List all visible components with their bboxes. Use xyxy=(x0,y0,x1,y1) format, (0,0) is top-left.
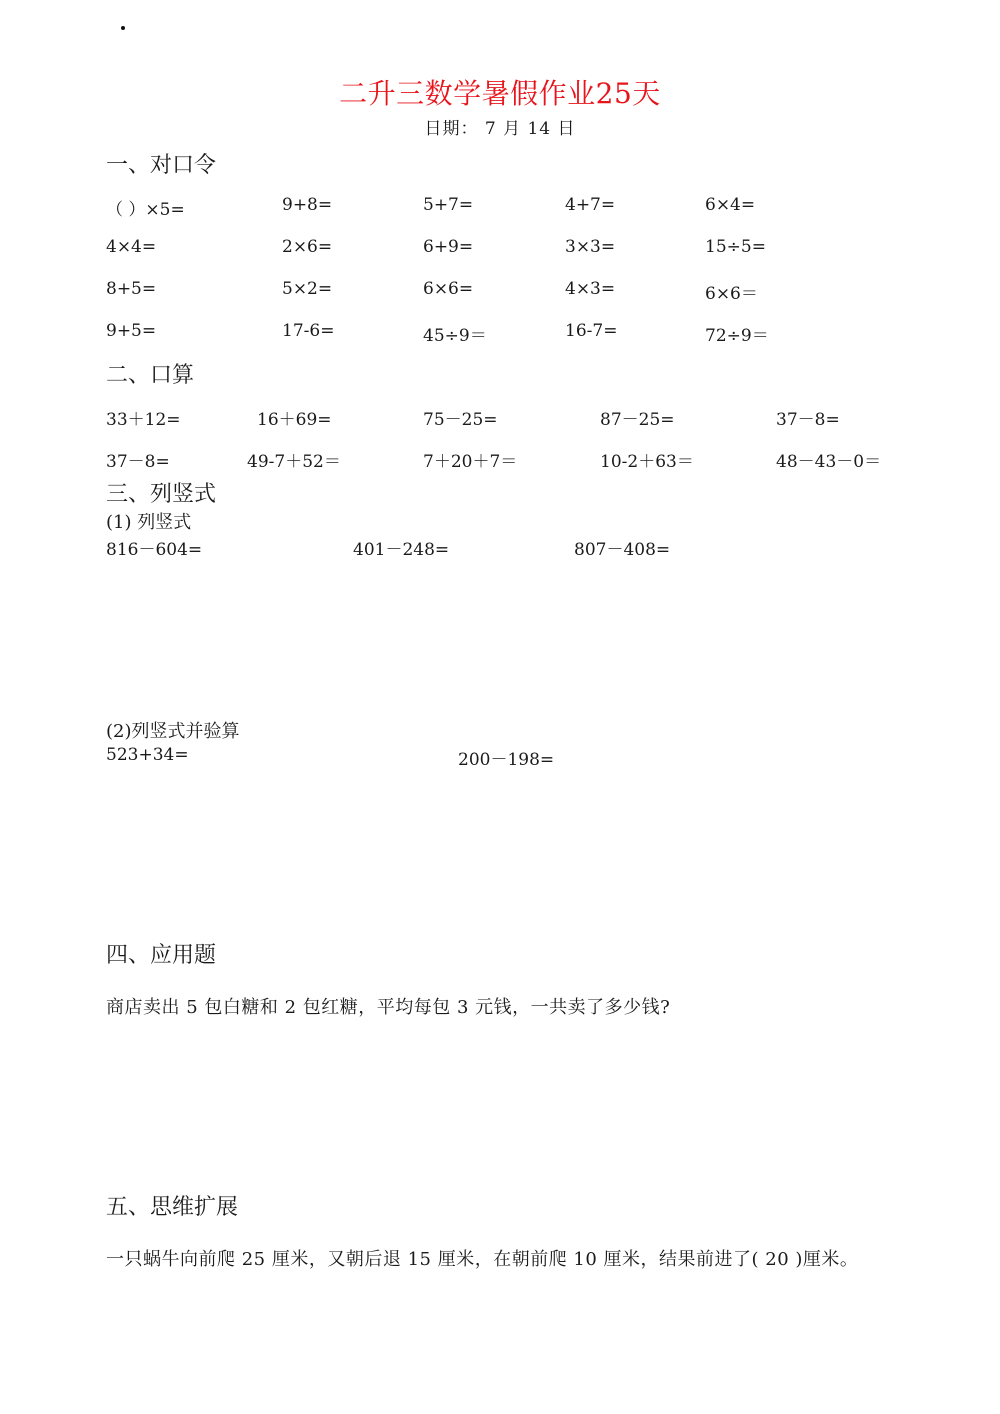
oral-item: 45÷9＝ xyxy=(423,326,487,346)
oral-item: 16-7= xyxy=(565,321,618,341)
vertical-calc-part2-label: (2)列竖式并验算 xyxy=(106,721,240,742)
oral-item: 4×3= xyxy=(565,279,616,299)
oral-item: 4×4= xyxy=(106,237,157,257)
page-mark-dot xyxy=(121,26,125,30)
oral-item: 9+8= xyxy=(282,195,333,215)
mental-math-item: 16＋69= xyxy=(257,410,332,430)
oral-item: 6×6= xyxy=(423,279,474,299)
mental-math-item: 33＋12= xyxy=(106,410,181,430)
mental-math-item: 10-2＋63＝ xyxy=(600,452,694,472)
oral-item: 9+5= xyxy=(106,321,157,341)
word-problem-text: 商店卖出 5 包白糖和 2 包红糖，平均每包 3 元钱，一共卖了多少钱? xyxy=(106,997,671,1018)
oral-item: 4+7= xyxy=(565,195,616,215)
oral-item: 6+9= xyxy=(423,237,474,257)
vertical-calc-item: 401－248= xyxy=(353,540,450,560)
mental-math-item: 7＋20＋7＝ xyxy=(423,452,518,472)
mental-math-item: 48－43－0＝ xyxy=(776,452,882,472)
oral-item: 3×3= xyxy=(565,237,616,257)
vertical-calc-check-item: 200－198= xyxy=(458,750,555,770)
oral-item: 6×4= xyxy=(705,195,756,215)
oral-item: 15÷5= xyxy=(705,237,766,257)
section-2-heading: 二、口算 xyxy=(106,363,195,388)
date-line: 日期： 7 月 14 日 xyxy=(424,119,576,139)
oral-item: 5×2= xyxy=(282,279,333,299)
mental-math-item: 49-7＋52＝ xyxy=(247,452,341,472)
page-title: 二升三数学暑假作业25天 xyxy=(339,77,661,110)
section-3-heading: 三、列竖式 xyxy=(106,482,217,507)
section-4-heading: 四、应用题 xyxy=(106,943,217,968)
oral-item: 17-6= xyxy=(282,321,335,341)
mental-math-item: 37－8= xyxy=(776,410,840,430)
vertical-calc-check-item: 523+34= xyxy=(106,745,189,765)
oral-item: 8+5= xyxy=(106,279,157,299)
section-5-heading: 五、思维扩展 xyxy=(106,1195,239,1220)
oral-item: 2×6= xyxy=(282,237,333,257)
vertical-calc-item: 807－408= xyxy=(574,540,671,560)
vertical-calc-item: 816－604= xyxy=(106,540,203,560)
oral-item: 72÷9＝ xyxy=(705,326,769,346)
mental-math-item: 37－8= xyxy=(106,452,170,472)
mental-math-item: 75－25= xyxy=(423,410,498,430)
oral-item: 5+7= xyxy=(423,195,474,215)
oral-item: 6×6＝ xyxy=(705,284,758,304)
mental-math-item: 87－25= xyxy=(600,410,675,430)
thinking-problem-text: 一只蜗牛向前爬 25 厘米，又朝后退 15 厘米，在朝前爬 10 厘米，结果前进了( 20 )厘米。 xyxy=(106,1249,859,1270)
section-1-heading: 一、对口令 xyxy=(106,153,217,178)
vertical-calc-part1-label: (1) 列竖式 xyxy=(106,512,192,533)
oral-item: （ ）×5= xyxy=(106,200,185,220)
